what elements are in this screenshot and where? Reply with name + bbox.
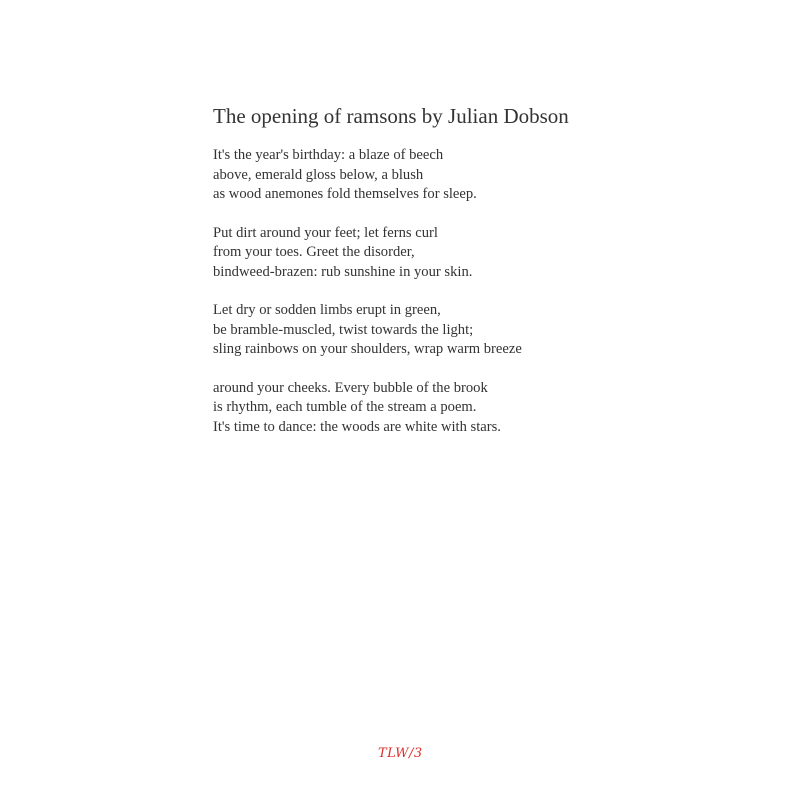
poem-line: is rhythm, each tumble of the stream a poem. [213,399,477,415]
stanza-4 [213,379,773,438]
poem-line: It's the year's birthday: a blaze of beech [213,147,444,163]
stanza-2 [213,224,773,283]
poem-line: be bramble-muscled, twist towards the light; [213,321,474,338]
poem-line: Put dirt around your feet; let ferns curl [213,224,438,241]
poem-line: from your toes. Greet the disorder, [213,244,415,260]
poem-line: around your cheeks. Every bubble of the brook [213,379,488,396]
poem [213,102,773,456]
poem-line: It's time to dance: the woods are white with stars. [213,418,501,435]
poem-line: bindweed-brazen: rub sunshine in your skin. [213,263,473,280]
stanza-3 [213,301,773,360]
poem-title: The opening of ramsons by Julian Dobson [213,104,569,128]
poem-line: as wood anemones fold themselves for sleep. [213,186,477,202]
handwritten-signature: TLW/3 [378,746,423,761]
poem-line: above, emerald gloss below, a blush [213,166,424,183]
poem-line: sling rainbows on your shoulders, wrap warm breeze [213,341,522,357]
poem-line: Let dry or sodden limbs erupt in green, [213,302,441,318]
stanza-1 [213,146,773,205]
